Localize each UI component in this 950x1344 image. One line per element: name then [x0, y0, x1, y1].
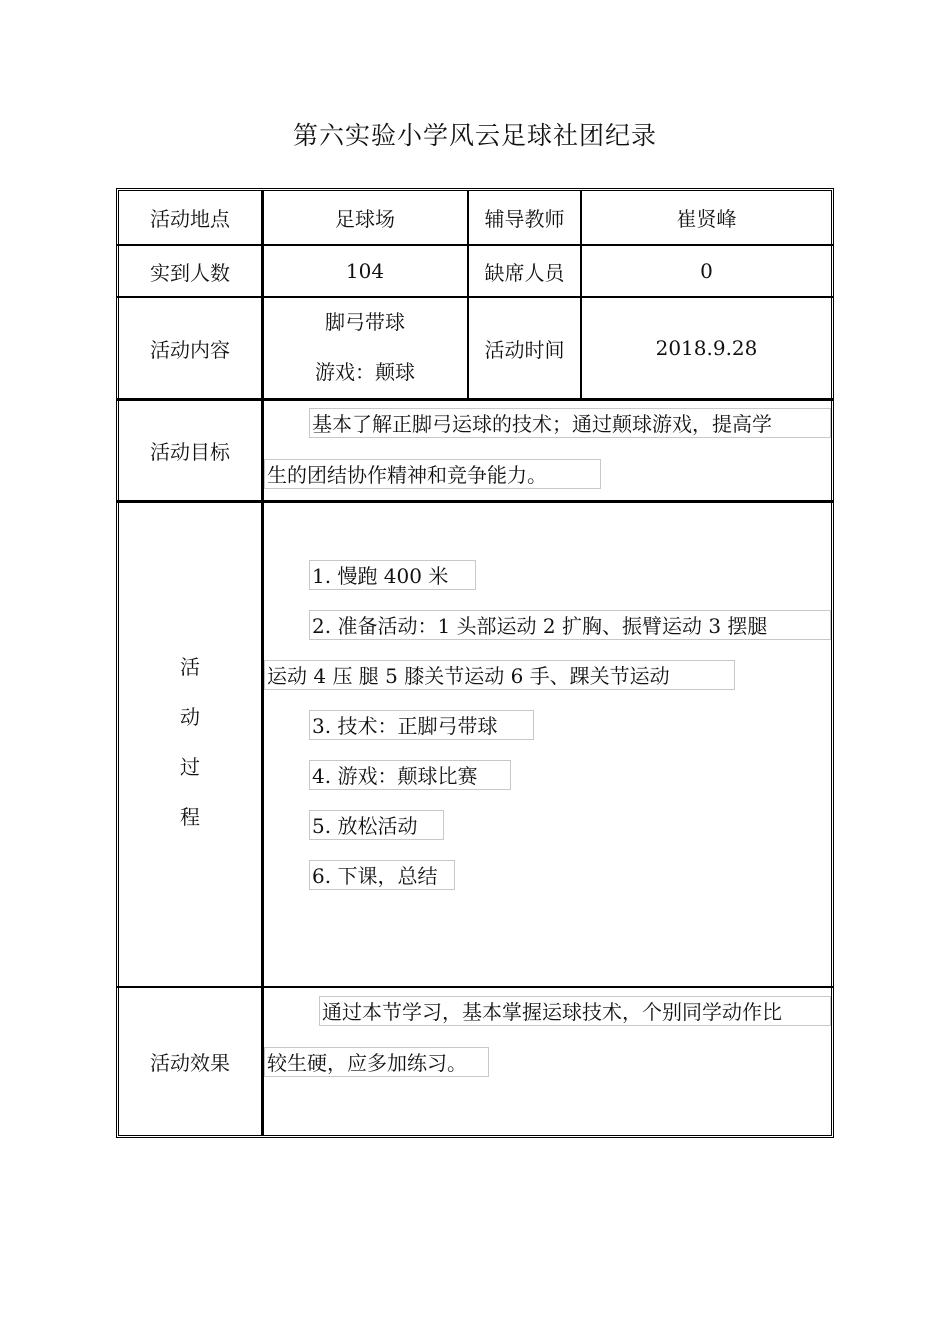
effect-line: 通过本节学习，基本掌握运球技术，个别同学动作比: [319, 996, 831, 1026]
absent-label: 缺席人员: [484, 260, 565, 285]
process-step: 5. 放松活动: [309, 810, 444, 840]
process-step: 1. 慢跑 400 米: [309, 560, 476, 590]
content-line: 游戏：颠球: [315, 360, 415, 384]
teacher-label: 辅导教师: [484, 207, 565, 231]
location-value: 足球场: [335, 207, 395, 231]
absent-value: 0: [700, 259, 713, 283]
attendance-label: 实到人数: [150, 260, 230, 285]
process-step: 2. 准备活动：1 头部运动 2 扩胸、振臂运动 3 摆腿: [309, 610, 831, 640]
row-divider: [116, 500, 834, 503]
time-value: 2018.9.28: [655, 336, 758, 360]
process-step: 4. 游戏：颠球比赛: [309, 760, 511, 790]
process-label: [118, 642, 262, 842]
process-label-char: 程: [180, 805, 200, 829]
content-label: 活动内容: [150, 337, 230, 362]
process-step: 3. 技术：正脚弓带球: [309, 710, 534, 740]
effect-line: 较生硬，应多加练习。: [264, 1047, 489, 1077]
process-label-char: 动: [180, 705, 200, 729]
content-value: [263, 296, 467, 398]
location-label: 活动地点: [150, 207, 230, 231]
goal-line: 生的团结协作精神和竞争能力。: [264, 459, 601, 489]
goal-line: 基本了解正脚弓运球的技术；通过颠球游戏，提高学: [309, 408, 831, 438]
goal-label: 活动目标: [150, 440, 230, 464]
process-step: 6. 下课，总结: [309, 860, 455, 890]
process-label-char: 活: [180, 655, 200, 679]
time-label: 活动时间: [484, 337, 565, 362]
page-title: 第六实验小学风云足球社团纪录: [292, 121, 657, 150]
process-step: 运动 4 压 腿 5 膝关节运动 6 手、踝关节运动: [264, 660, 735, 690]
teacher-value: 崔贤峰: [676, 207, 737, 231]
attendance-value: 104: [345, 259, 385, 283]
content-line: 脚弓带球: [325, 310, 405, 334]
process-label-char: 过: [180, 755, 200, 779]
effect-label: 活动效果: [150, 1050, 230, 1075]
